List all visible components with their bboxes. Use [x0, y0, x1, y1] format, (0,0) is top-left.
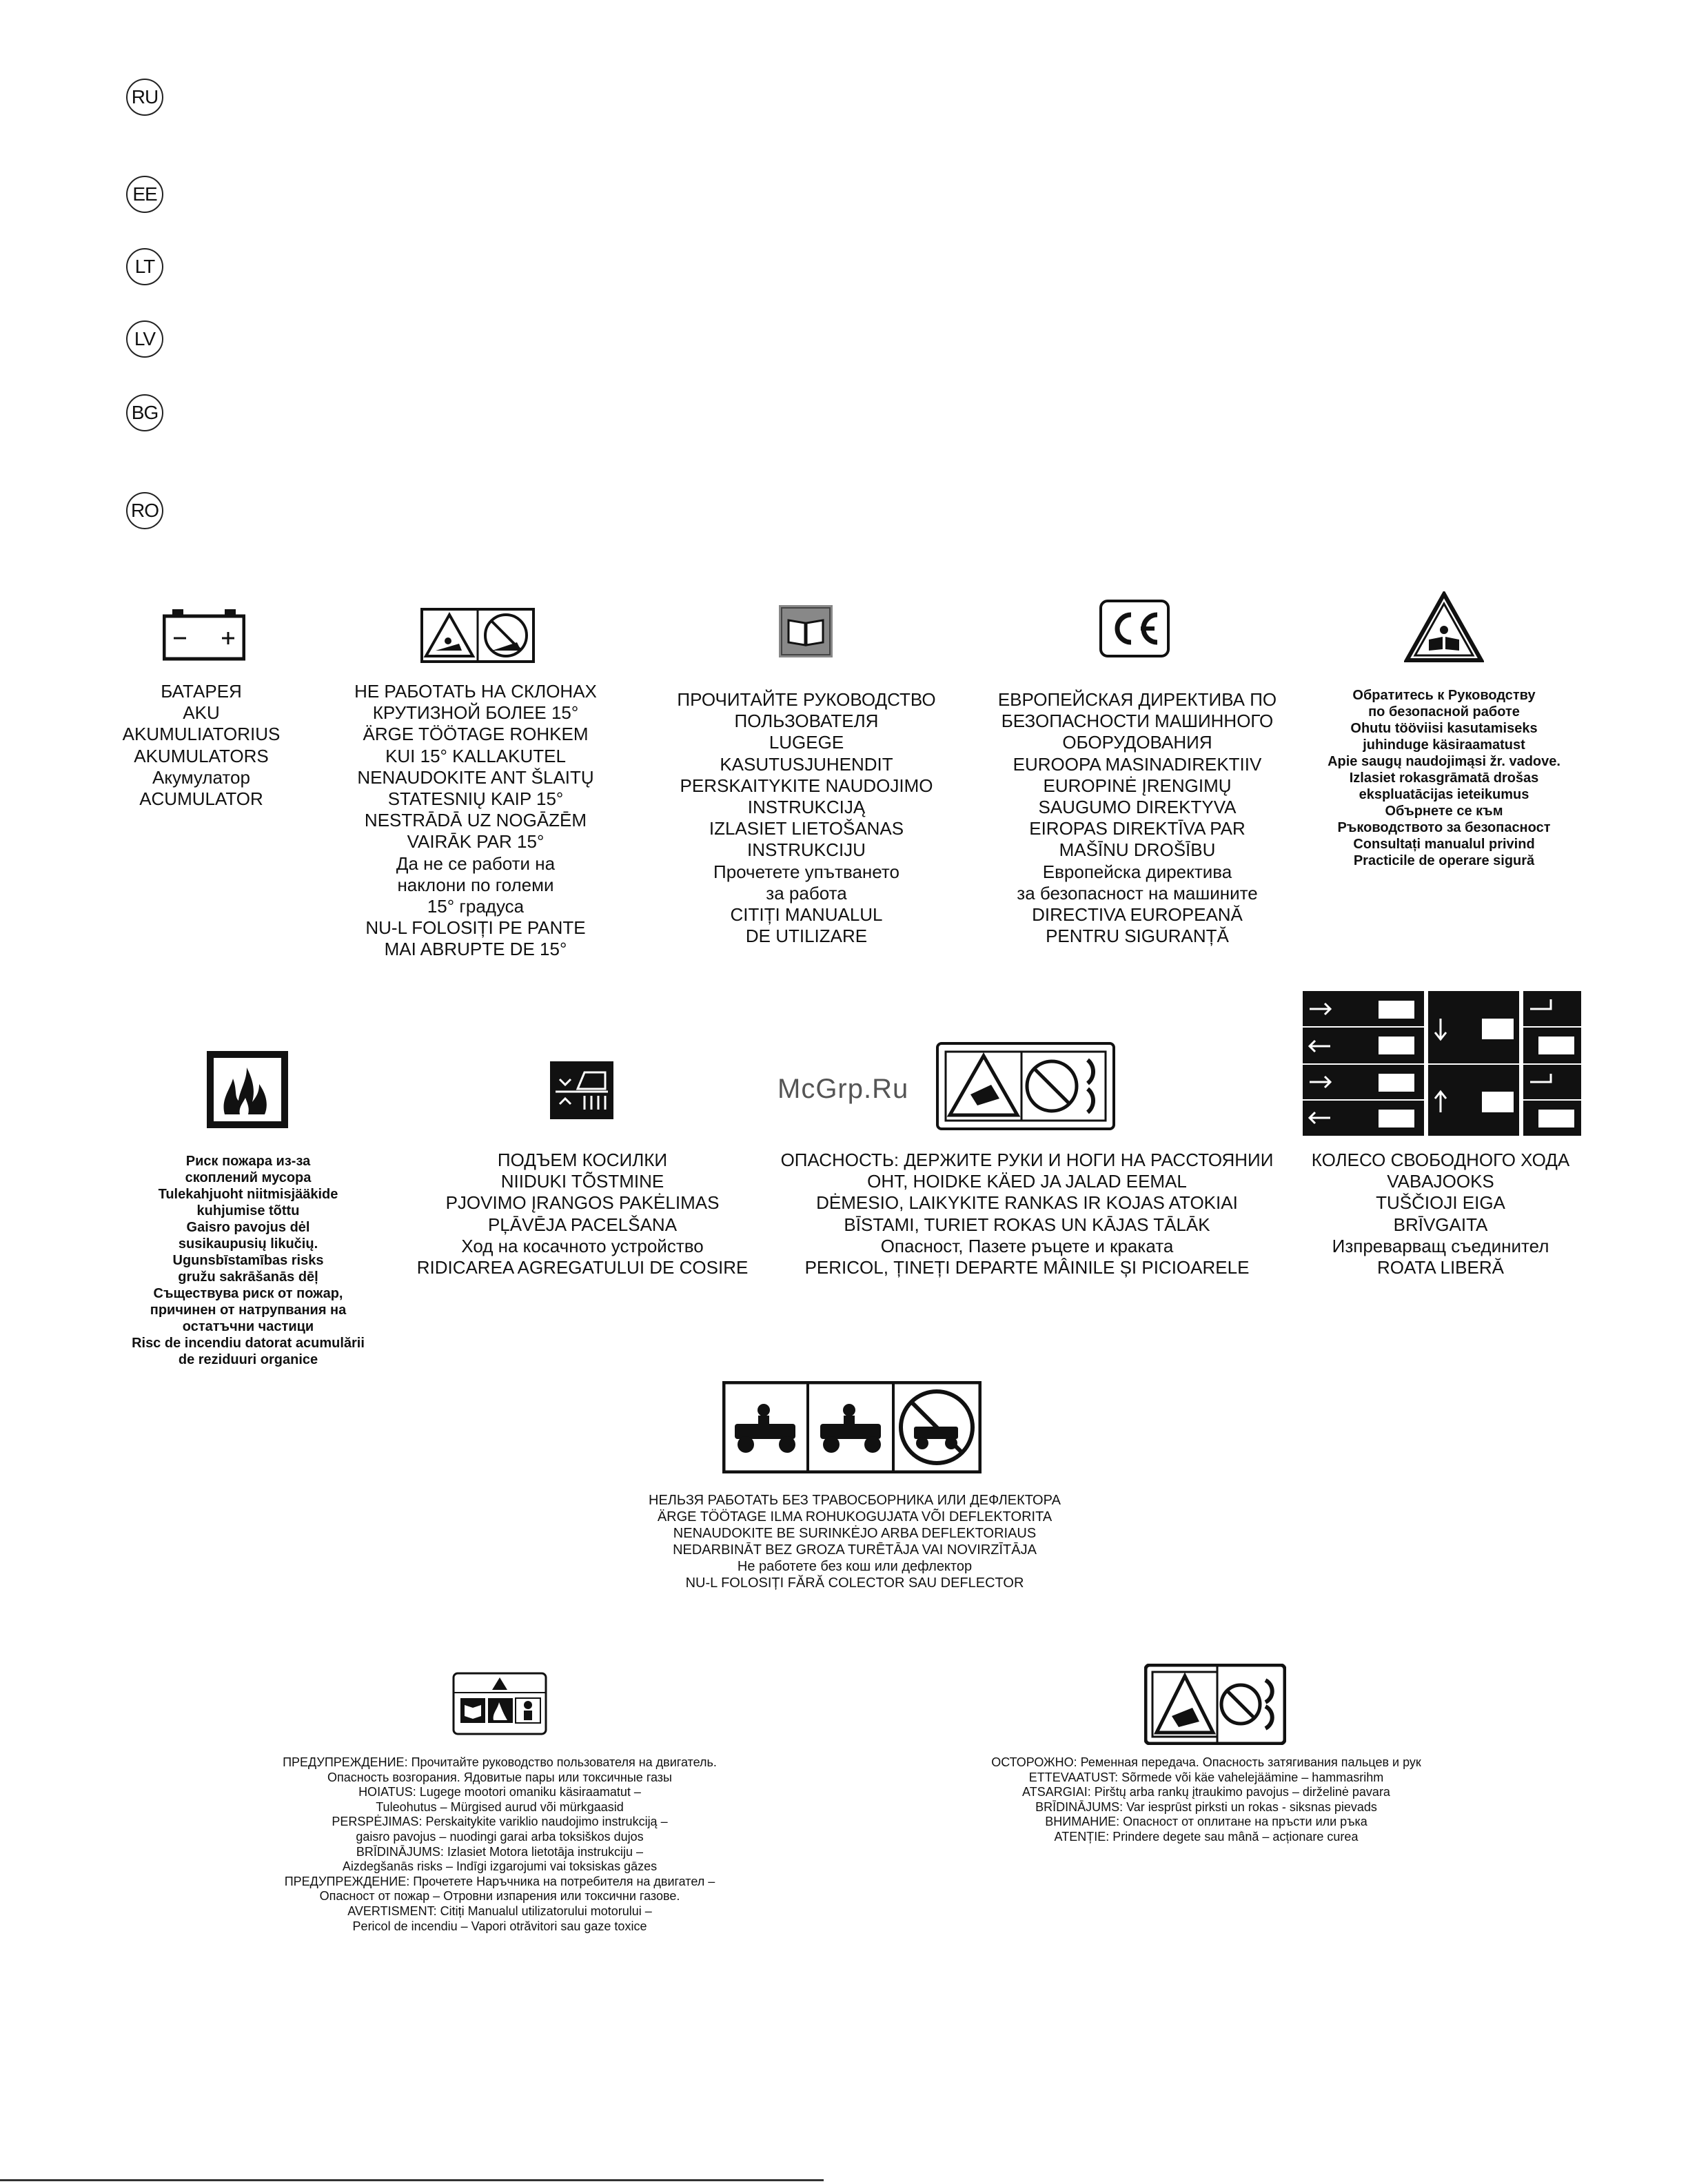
- label-line: MAI ABRUPTE DE 15°: [384, 939, 567, 960]
- label-line: de reziduuri organice: [178, 1352, 318, 1367]
- label-line: NEDARBINĀT BEZ GROZA TURĒTĀJA VAI NOVIRZĪTĀJA: [673, 1542, 1037, 1558]
- label-line: Да не се работи на: [396, 853, 556, 874]
- label-line: Опасность возгорания. Ядовитые пары или токсичные газы: [327, 1770, 672, 1784]
- label-line: KUI 15° KALLAKUTEL: [385, 745, 566, 766]
- label-line: SAUGUMO DIREKTYVA: [1038, 796, 1237, 817]
- ce-mark-icon: [1099, 600, 1170, 657]
- triangle-warning-icon: [1404, 591, 1484, 663]
- label-line: Tulekahjuoht niitmisjääkide: [158, 1187, 338, 1202]
- slope-warning-icon: [420, 608, 535, 663]
- ce-label: [979, 689, 1296, 947]
- label-line: ekspluatācijas ieteikumus: [1359, 787, 1529, 802]
- label-line: CITIȚI MANUALUL: [730, 904, 883, 925]
- freewheel-lever-icon: [1303, 991, 1581, 1136]
- label-line: ATENȚIE: Prindere degete sau mână – acționare curea: [1054, 1829, 1359, 1844]
- label-line: ПРЕДУПРЕЖДЕНИЕ: Прочитайте руководство пользователя на двигатель.: [283, 1755, 717, 1769]
- deflector-label: [586, 1492, 1123, 1591]
- label-line: Risc de incendiu datorat acumulării: [132, 1336, 365, 1351]
- label-line: ЕВРОПЕЙСКАЯ ДИРЕКТИВА ПО: [997, 689, 1277, 710]
- label-line: PENTRU SIGURANȚĂ: [1046, 926, 1229, 947]
- label-line: NU-L FOLOSIȚI PE PANTE: [365, 917, 586, 939]
- freewheel-label: [1296, 1150, 1585, 1278]
- label-line: HOIATUS: Lugege mootori omaniku käsiraamatut –: [358, 1785, 641, 1799]
- label-line: БАТАРЕЯ: [161, 681, 242, 702]
- label-line: Apie saugų naudojimąsi žr. vadove.: [1328, 754, 1560, 769]
- label-line: MAŠĪNU DROŠĪBU: [1059, 839, 1216, 861]
- engine-warning-label: [207, 1755, 793, 1934]
- label-line: 15° градуса: [427, 895, 525, 917]
- label-line: gaisro pavojus – nuodingi garai arba toksiškos dujos: [356, 1829, 644, 1844]
- mower-lift-label: [393, 1150, 772, 1278]
- label-line: STATESNIŲ KAIP 15°: [387, 788, 564, 809]
- label-line: за безопасност на машините: [1017, 882, 1258, 904]
- no-deflector-icon: [722, 1381, 982, 1473]
- battery-icon: [163, 609, 245, 662]
- label-line: остатъчни частици: [182, 1319, 314, 1334]
- label-line: Izlasiet rokasgrāmatā drošas: [1349, 770, 1539, 786]
- label-line: PERICOL, ȚINEȚI DEPARTE MÂINILE ȘI PICIOARELE: [804, 1256, 1250, 1278]
- label-line: ÄRGE TÖÖTAGE ILMA ROHUKOGUJATA VÕI DEFLEKTORITA: [657, 1509, 1053, 1524]
- label-line: PERSPĖJIMAS: Perskaitykite variklio naudojimo instrukciją –: [332, 1815, 668, 1829]
- label-line: Ход на косачното устройство: [461, 1235, 704, 1256]
- label-line: Practicile de operare sigură: [1353, 853, 1535, 868]
- label-line: по безопасной работе: [1368, 704, 1520, 720]
- label-line: DE UTILIZARE: [745, 926, 868, 947]
- label-line: BRĪDINĀJUMS: Izlasiet Motora lietotāja instrukciju –: [356, 1844, 644, 1859]
- label-line: AKU: [183, 702, 220, 724]
- label-line: VABAJOOKS: [1387, 1171, 1494, 1192]
- watermark: McGrp.Ru: [777, 1074, 909, 1104]
- label-line: KASUTUSJUHENDIT: [720, 753, 893, 775]
- label-line: susikaupusių likučių.: [178, 1236, 318, 1252]
- label-line: НЕ РАБОТАТЬ НА СКЛОНАХ: [354, 681, 597, 702]
- label-line: Aizdegšanās risks – Indīgi izgarojumi vai toksiskas gāzes: [342, 1859, 658, 1874]
- label-line: AKUMULATORS: [134, 745, 269, 766]
- belt-warning-label: [924, 1755, 1489, 1845]
- label-line: причинен от натрупвания на: [150, 1303, 347, 1318]
- fire-label: [110, 1153, 386, 1368]
- label-line: Акумулатор: [152, 766, 250, 788]
- label-line: OHT, HOIDKE KÄED JA JALAD EEMAL: [867, 1171, 1187, 1192]
- label-line: Gaisro pavojus dėl: [186, 1220, 310, 1235]
- label-line: ОБОРУДОВАНИЯ: [1062, 732, 1212, 753]
- label-line: IZLASIET LIETOŠANAS: [709, 818, 904, 839]
- label-line: ВНИМАНИЕ: Опасност от оплитане на пръсти или ръка: [1045, 1815, 1367, 1829]
- label-line: juhinduge käsiraamatust: [1363, 737, 1525, 753]
- label-line: ПРОЧИТАЙТЕ РУКОВОДСТВО: [677, 689, 936, 710]
- label-line: Обратитесь к Руководству: [1352, 688, 1536, 703]
- label-line: NIIDUKI TÕSTMINE: [500, 1171, 664, 1192]
- label-line: Обърнете се към: [1385, 804, 1503, 819]
- label-line: PERSKAITYKITE NAUDOJIMO: [680, 775, 933, 796]
- label-line: BĪSTAMI, TURIET ROKAS UN KĀJAS TĀLĀK: [844, 1214, 1210, 1235]
- label-line: EUROOPA MASINADIREKTIIV: [1013, 753, 1262, 775]
- label-line: Съществува риск от пожар,: [153, 1286, 343, 1301]
- label-line: Не работете без кош или дефлектор: [737, 1559, 973, 1574]
- label-line: Tuleohutus – Mürgised aurud või mürkgaasid: [376, 1799, 624, 1814]
- label-line: NU-L FOLOSIȚI FĂRĂ COLECTOR SAU DEFLECTOR: [685, 1575, 1024, 1591]
- engine-warning-label-icon: [452, 1672, 547, 1735]
- lang-badge-ro: RO: [126, 492, 163, 529]
- book-icon: [779, 605, 833, 657]
- label-line: EUROPINĖ ĮRENGIMŲ: [1043, 775, 1232, 796]
- label-line: DĖMESIO, LAIKYKITE RANKAS IR KOJAS ATOKIAI: [816, 1192, 1238, 1214]
- page-edge-line: [0, 2179, 824, 2181]
- label-line: НЕЛЬЗЯ РАБОТАТЬ БЕЗ ТРАВОСБОРНИКА ИЛИ ДЕФЛЕКТОРА: [649, 1493, 1061, 1508]
- label-line: Ugunsbīstamības risks: [172, 1253, 324, 1268]
- label-line: ÄRGE TÖÖTAGE ROHKEM: [363, 724, 589, 745]
- lang-badge-bg: BG: [126, 394, 163, 431]
- label-line: NENAUDOKITE ANT ŠLAITŲ: [357, 766, 594, 788]
- label-line: AKUMULIATORIUS: [122, 724, 281, 745]
- label-line: ACUMULATOR: [139, 788, 263, 809]
- label-line: скоплений мусора: [185, 1170, 312, 1185]
- lang-badge-lv: LV: [126, 320, 163, 358]
- label-line: EIROPAS DIREKTĪVA PAR: [1029, 818, 1245, 839]
- label-line: PJOVIMO ĮRANGOS PAKĖLIMAS: [445, 1192, 720, 1214]
- label-line: ПОЛЬЗОВАТЕЛЯ: [734, 711, 879, 732]
- label-line: КОЛЕСО СВОБОДНОГО ХОДА: [1311, 1150, 1570, 1170]
- label-line: NENAUDOKITE BE SURINKĖJO ARBA DEFLEKTORIAUS: [673, 1526, 1037, 1541]
- label-line: Опасност от пожар – Отровни изпарения или токсични газове.: [319, 1889, 680, 1904]
- label-line: КРУТИЗНОЙ БОЛЕЕ 15°: [372, 702, 579, 724]
- label-line: ПРЕДУПРЕЖДЕНИЕ: Прочетете Наръчника на потребителя на двигател –: [284, 1874, 715, 1888]
- label-line: наклони по големи: [397, 874, 554, 895]
- label-line: gružu sakrāšanās dēļ: [178, 1269, 318, 1285]
- label-line: NESTRĀDĀ UZ NOGĀZĒM: [364, 810, 587, 831]
- label-line: БЕЗОПАСНОСТИ МАШИННОГО: [1001, 711, 1274, 732]
- lang-badge-ru: RU: [126, 79, 163, 116]
- label-line: ATSARGIAI: Pirštų arba rankų įtraukimo pavojus – dirželinė pavara: [1022, 1785, 1390, 1799]
- label-line: Прочетете упътването: [713, 861, 899, 882]
- label-line: AVERTISMENT: Citiți Manualul utilizatorului motorului –: [347, 1904, 652, 1918]
- battery-label: [105, 681, 298, 810]
- label-line: за работа: [766, 882, 847, 904]
- lang-badge-lt: LT: [126, 248, 163, 285]
- label-line: DIRECTIVA EUROPEANĂ: [1032, 904, 1243, 925]
- hands-feet-warning-icon: [936, 1042, 1115, 1130]
- label-line: BRĪVGAITA: [1393, 1214, 1488, 1235]
- label-line: ROATA LIBERĂ: [1377, 1256, 1504, 1278]
- label-line: LUGEGE: [769, 732, 844, 753]
- label-line: RIDICAREA AGREGATULUI DE COSIRE: [416, 1256, 749, 1278]
- label-line: INSTRUKCIJU: [747, 839, 866, 861]
- slopes-label: [331, 681, 620, 960]
- label-line: ОПАСНОСТЬ: ДЕРЖИТЕ РУКИ И НОГИ НА РАССТОЯНИИ: [780, 1150, 1274, 1170]
- belt-drive-warning-icon: [1144, 1664, 1286, 1745]
- label-line: Ръководството за безопасност: [1337, 820, 1551, 835]
- fire-icon: [207, 1051, 288, 1128]
- lang-badge-ee: EE: [126, 176, 163, 213]
- label-line: Consultați manualul privind: [1353, 837, 1535, 852]
- label-line: BRĪDINĀJUMS: Var iesprūst pirksti un rokas - siksnas pievads: [1035, 1799, 1377, 1814]
- label-line: Изпреварващ съединител: [1332, 1235, 1549, 1256]
- label-line: Европейска директива: [1042, 861, 1232, 882]
- label-line: VAIRĀK PAR 15°: [407, 831, 545, 853]
- label-line: INSTRUKCIJĄ: [747, 796, 866, 817]
- safety-manual-label: [1310, 687, 1578, 869]
- label-line: PĻĀVĒJA PACELŠANA: [487, 1214, 678, 1235]
- label-line: ОСТОРОЖНО: Ременная передача. Опасность затягивания пальцев и рук: [991, 1755, 1421, 1769]
- manual-label: [662, 689, 951, 947]
- label-line: Опасност, Пазете ръцете и краката: [880, 1235, 1174, 1256]
- label-line: ПОДЪЕМ КОСИЛКИ: [497, 1150, 668, 1170]
- label-line: Риск пожара из-за: [185, 1154, 311, 1169]
- label-line: TUŠČIOJI EIGA: [1376, 1192, 1505, 1214]
- hands-feet-label: [772, 1150, 1282, 1278]
- label-line: kuhjumise tõttu: [196, 1203, 300, 1218]
- mower-lift-icon: [550, 1061, 613, 1119]
- label-line: Ohutu tööviisi kasutamiseks: [1350, 721, 1538, 736]
- label-line: ETTEVAATUST: Sõrmede või käe vahelejäämine – hammasrihm: [1028, 1770, 1384, 1784]
- label-line: Pericol de incendiu – Vapori otrăvitori sau gaze toxice: [352, 1919, 647, 1933]
